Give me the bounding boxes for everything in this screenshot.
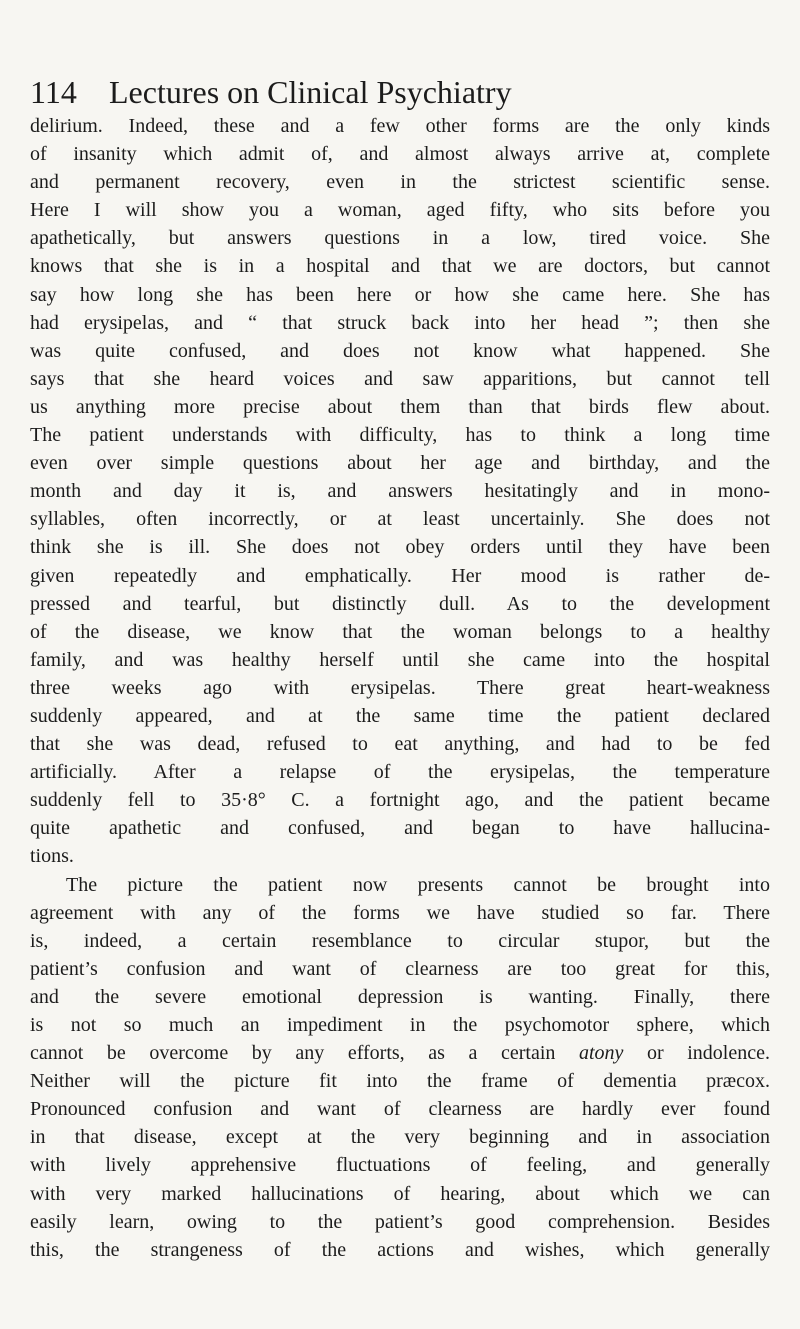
text-line: Here I will show you a woman, aged fifty, who sits before you: [30, 199, 770, 222]
text-line: suddenly appeared, and at the same time the patient declared: [30, 704, 770, 727]
text-line-with-emphasis: [30, 1039, 770, 1067]
running-head: [30, 72, 770, 112]
text-line: even over simple questions about her age and birthday, and the: [30, 452, 770, 475]
text-line: Neither will the picture fit into the frame of dementia præcox.: [30, 1070, 770, 1093]
text-line: suddenly fell to 35·8° C. a fortnight ago, and the patient became: [30, 789, 770, 812]
text-line: tions.: [30, 845, 74, 868]
text-line: The patient understands with difficulty, has to think a long time: [30, 424, 770, 447]
page-number: 114: [30, 74, 77, 110]
text-line: The picture the patient now presents cannot be brought into: [66, 873, 770, 896]
text-line: patient’s confusion and want of clearness are too great for this,: [30, 957, 770, 980]
text-line: in that disease, except at the very beginning and in association: [30, 1126, 770, 1149]
text-line: this, the strangeness of the actions and wishes, which generally: [30, 1238, 770, 1261]
line-text-after-emphasis: or indolence.: [623, 1042, 770, 1065]
text-line: says that she heard voices and saw apparitions, but cannot tell: [30, 367, 770, 390]
text-line: and the severe emotional depression is wanting. Finally, there: [30, 985, 770, 1008]
text-line: given repeatedly and emphatically. Her mood is rather de-: [30, 564, 770, 587]
text-line: knows that she is in a hospital and that we are doctors, but cannot: [30, 255, 770, 278]
text-line: delirium. Indeed, these and a few other forms are the only kinds: [30, 115, 770, 137]
line-text-before-emphasis: cannot be overcome by any efforts, as a certain: [30, 1042, 579, 1065]
text-line: syllables, often incorrectly, or at least uncertainly. She does not: [30, 508, 770, 531]
running-title: Lectures on Clinical Psychiatry: [109, 74, 512, 110]
text-line: easily learn, owing to the patient’s good comprehension. Besides: [30, 1210, 770, 1233]
text-line: apathetically, but answers questions in a low, tired voice. She: [30, 227, 770, 250]
text-line: with very marked hallucinations of hearing, about which we can: [30, 1182, 770, 1205]
text-line: of insanity which admit of, and almost always arrive at, complete: [30, 143, 770, 166]
text-line: is, indeed, a certain resemblance to circular stupor, but the: [30, 929, 770, 952]
text-line: Pronounced confusion and want of clearness are hardly ever found: [30, 1098, 770, 1121]
text-line: of the disease, we know that the woman belongs to a healthy: [30, 620, 770, 643]
text-line: that she was dead, refused to eat anything, and had to be fed: [30, 733, 770, 756]
text-line: was quite confused, and does not know what happened. She: [30, 339, 770, 362]
text-line: month and day it is, and answers hesitatingly and in mono-: [30, 480, 770, 503]
paragraph-case-description: [30, 112, 770, 871]
text-line: is not so much an impediment in the psychomotor sphere, which: [30, 1014, 770, 1036]
text-line: and permanent recovery, even in the strictest scientific sense.: [30, 171, 770, 194]
body-text: [30, 112, 770, 1264]
text-line: had erysipelas, and “ that struck back into her head ”; then she: [30, 311, 770, 334]
text-line: agreement with any of the forms we have studied so far. There: [30, 901, 770, 924]
text-line: family, and was healthy herself until she came into the hospital: [30, 648, 770, 671]
text-line: us anything more precise about them than that birds flew about.: [30, 395, 770, 418]
paragraph-differential-diagnosis: [30, 871, 770, 1264]
emphasized-term: atony: [578, 1042, 624, 1065]
text-line: pressed and tearful, but distinctly dull. As to the development: [30, 592, 770, 615]
text-line: three weeks ago with erysipelas. There great heart-weakness: [30, 676, 770, 699]
text-line: say how long she has been here or how she came here. She has: [30, 283, 770, 306]
text-line: quite apathetic and confused, and began to have hallucina-: [30, 817, 770, 840]
text-line: think she is ill. She does not obey orders until they have been: [30, 536, 770, 559]
text-line: with lively apprehensive fluctuations of feeling, and generally: [30, 1154, 770, 1177]
text-line: artificially. After a relapse of the erysipelas, the temperature: [30, 761, 770, 784]
